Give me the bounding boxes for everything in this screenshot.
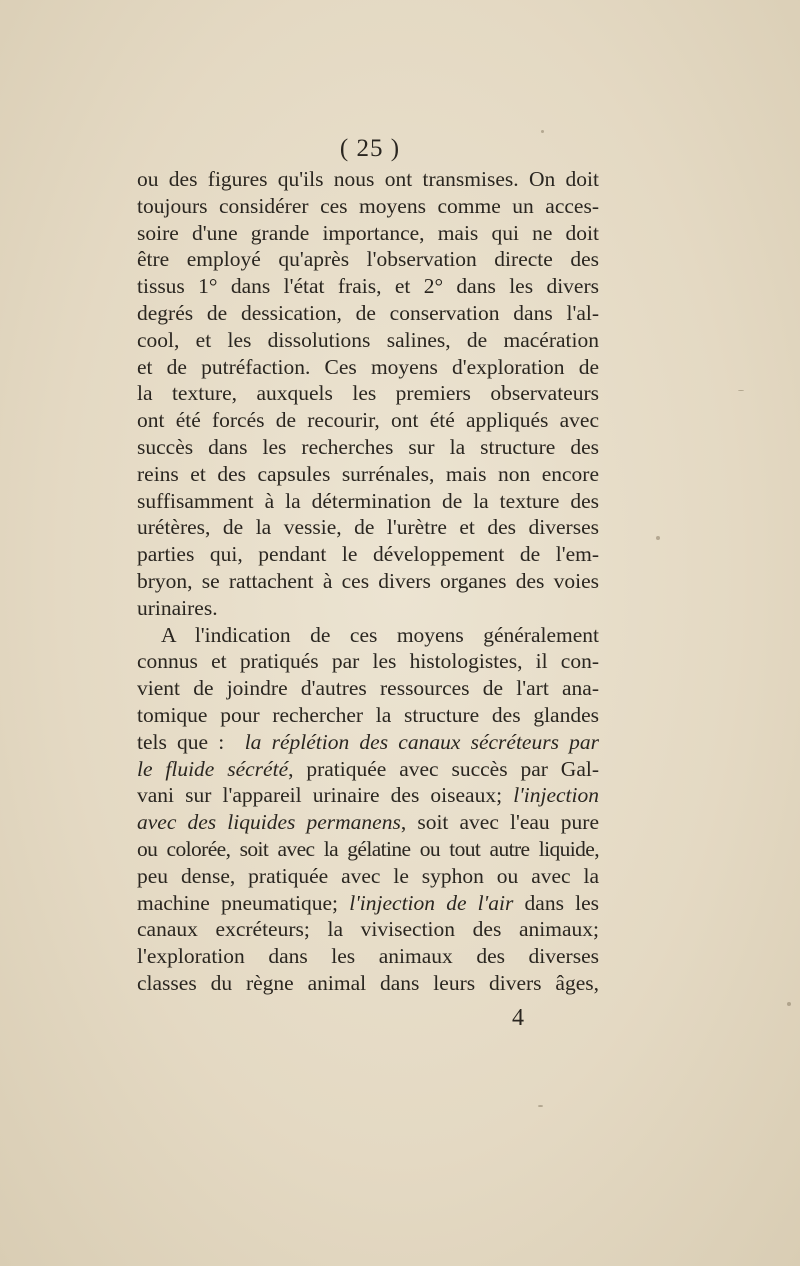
text-line: urinaires. bbox=[137, 595, 218, 620]
text-line bbox=[137, 782, 599, 809]
italic-text: avec des liquides permanens bbox=[137, 810, 401, 835]
text-run: machine pneumatique; bbox=[137, 890, 339, 915]
paper-speck bbox=[656, 536, 660, 540]
text-run: tels que : bbox=[137, 729, 225, 754]
text-run: , pratiquée avec succès par Gal- bbox=[288, 756, 599, 781]
paper-speck bbox=[538, 1105, 543, 1107]
text-run: , soit avec l'eau pure bbox=[400, 810, 600, 835]
italic-text: l'injection de l'air bbox=[349, 890, 514, 915]
text-line bbox=[137, 756, 599, 783]
text-line: vient de joindre d'autres ressources de l'art ana- bbox=[137, 676, 599, 701]
text-line: être employé qu'après l'observation directe des bbox=[137, 247, 599, 272]
paper-speck bbox=[738, 390, 744, 391]
text-line: urétères, de la vessie, de l'urètre et des diverses bbox=[137, 515, 599, 540]
text-run: vani sur l'appareil urinaire des oiseaux; bbox=[137, 783, 503, 808]
text-line: la texture, auxquels les premiers observateurs bbox=[137, 381, 599, 406]
text-line: soire d'une grande importance, mais qui ne doit bbox=[137, 220, 599, 245]
text-line bbox=[137, 890, 599, 917]
text-line: A l'indication de ces moyens généralement bbox=[161, 622, 599, 647]
paper-speck bbox=[787, 1002, 791, 1006]
text-line: ou colorée, soit avec la gélatine ou tout autre liquide, bbox=[137, 836, 599, 861]
text-line: parties qui, pendant le développement de l'em- bbox=[137, 542, 599, 567]
text-line: degrés de dessication, de conservation dans l'al- bbox=[137, 300, 599, 325]
text-line: bryon, se rattachent à ces divers organes des voies bbox=[137, 568, 599, 593]
text-line bbox=[137, 809, 599, 836]
text-line: reins et des capsules surrénales, mais non encore bbox=[137, 461, 599, 486]
text-line: toujours considérer ces moyens comme un acces- bbox=[137, 193, 599, 218]
text-line: cool, et les dissolutions salines, de macération bbox=[137, 327, 599, 352]
text-line: tissus 1° dans l'état frais, et 2° dans les divers bbox=[137, 274, 599, 299]
text-line: et de putréfaction. Ces moyens d'exploration de bbox=[137, 354, 599, 379]
text-line: ou des figures qu'ils nous ont transmises. On doit bbox=[137, 167, 599, 191]
text-line: canaux excréteurs; la vivisection des animaux; bbox=[137, 917, 599, 942]
italic-text: l'injection bbox=[513, 783, 599, 808]
page-number: ( 25 ) bbox=[339, 135, 401, 162]
text-line: suffisamment à la détermination de la texture des bbox=[137, 488, 599, 513]
text-run: dans les bbox=[524, 890, 600, 915]
text-line: ont été forcés de recourir, ont été appliqués avec bbox=[137, 408, 599, 433]
text-line bbox=[137, 729, 599, 756]
text-line: classes du règne animal dans leurs divers âges, bbox=[137, 970, 599, 995]
italic-text: la réplétion des canaux sécréteurs par bbox=[244, 729, 600, 754]
text-line: peu dense, pratiquée avec le syphon ou avec la bbox=[137, 863, 599, 888]
text-line: succès dans les recherches sur la structure des bbox=[137, 434, 599, 459]
body-text bbox=[137, 166, 599, 997]
italic-text: le fluide sécrété bbox=[137, 756, 289, 781]
paper-speck bbox=[541, 130, 544, 133]
signature-mark: 4 bbox=[512, 1005, 524, 1031]
text-line: tomique pour rechercher la structure des glandes bbox=[137, 702, 599, 727]
text-line: l'exploration dans les animaux des diverses bbox=[137, 944, 599, 969]
text-line: connus et pratiqués par les histologistes, il con- bbox=[137, 649, 599, 674]
